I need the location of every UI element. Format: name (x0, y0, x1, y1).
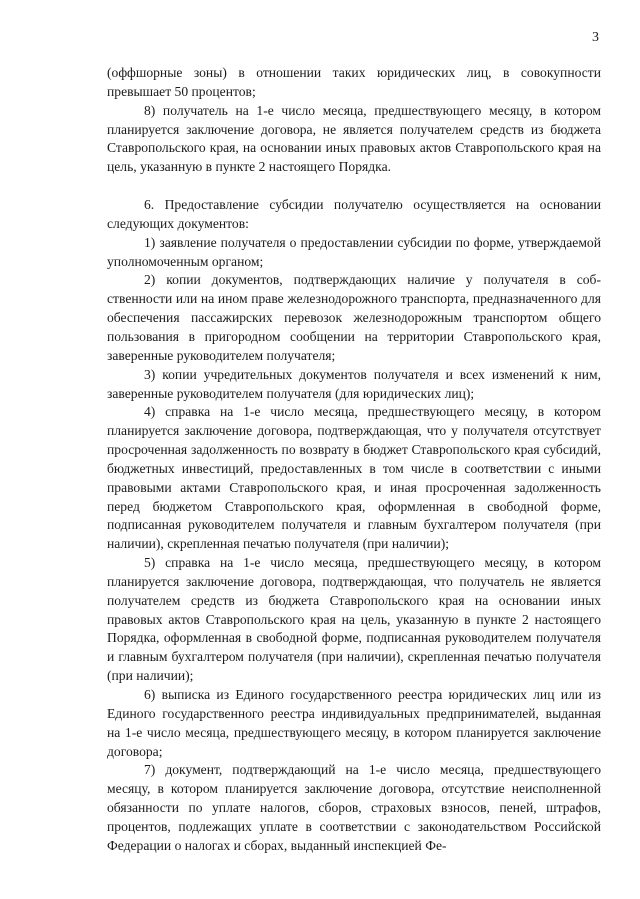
paragraph-item-3: 3) копии учредительных документов получателя и всех изменений к ним, заверенные руководителем получателя (для юридических лиц); (107, 366, 601, 401)
paragraph-item-1: 1) заявление получателя о предоставлении субсидии по форме, утверждаемой уполномоченным органом; (107, 234, 601, 269)
paragraph-item-2: 2) копии документов, подтверждающих наличие у получателя в собственности или на ином праве железнодорожного транспорта, предназначенного для обеспечения пассажирских перевозок железнодорожным транспортом общего пользования в пригородном сообщении на территории Ставропольского края, заверенные руководителем получателя; (107, 272, 601, 363)
paragraph-item-6: 6) выписка из Единого государственного реестра юридических лиц или из Единого государственного реестра индивидуальных предпринимателей, выданная на 1-е число месяца, предшествующего месяцу, в котором планируется заключение договора; (107, 687, 601, 759)
paragraph-continuation: (оффшорные зоны) в отношении таких юридических лиц, в совокупности превышает 50 процентов; (107, 65, 601, 99)
paragraph-item-4: 4) справка на 1-е число месяца, предшествующего месяцу, в котором планируется заключение договора, подтверждающая, что у получателя отсутствует просроченная задолженность по возврату в бюджет Ставропольского края субсидий, бюджетных инвестиций, предоставленных в том числе в соответствии с иными правовыми актами Ставропольского края, и иная просроченная задолженность перед бюджетом Ставропольского края, оформленная в свободной форме, подписанная руководителем получателя и главным бухгалтером получателя (при наличии), скрепленная печатью получателя (при наличии); (107, 404, 601, 552)
paragraph-section-6: 6. Предоставление субсидии получателю осуществляется на основании следующих документов: (107, 197, 601, 231)
paragraph-item-8: 8) получатель на 1-е число месяца, предшествующего месяцу, в котором планируется заключение договора, не является получателем средств из бюджета Ставропольского края, на основании иных правовых актов Ставропольского края на цель, указанную в пункте 2 настоящего Порядка. (107, 102, 601, 175)
paragraph-item-5: 5) справка на 1-е число месяца, предшествующего месяцу, в котором планируется заключение договора, подтверждающая, что получатель не является получателем средств из бюджета Ставропольского края на основании иных правовых актов Ставропольского края на цель, указанную в пункте 2 настоящего Порядка, оформленная в свободной форме, подписанная руководителем получателя и главным бухгалтером получателя (при наличии), скрепленная печатью получателя (при наличии); (107, 555, 601, 684)
document-body (107, 64, 601, 856)
paragraph-item-7: 7) документ, подтверждающий на 1-е число месяца, предшествующего месяцу, в котором планируется заключение договора, отсутствие неисполненной обязанности по уплате налогов, сборов, страховых взносов, пеней, штрафов, процентов, подлежащих уплате в соответствии с законодательством Российской Федерации о налогах и сборах, выданный инспекцией Фе- (107, 762, 601, 853)
page-number: 3 (592, 30, 599, 45)
